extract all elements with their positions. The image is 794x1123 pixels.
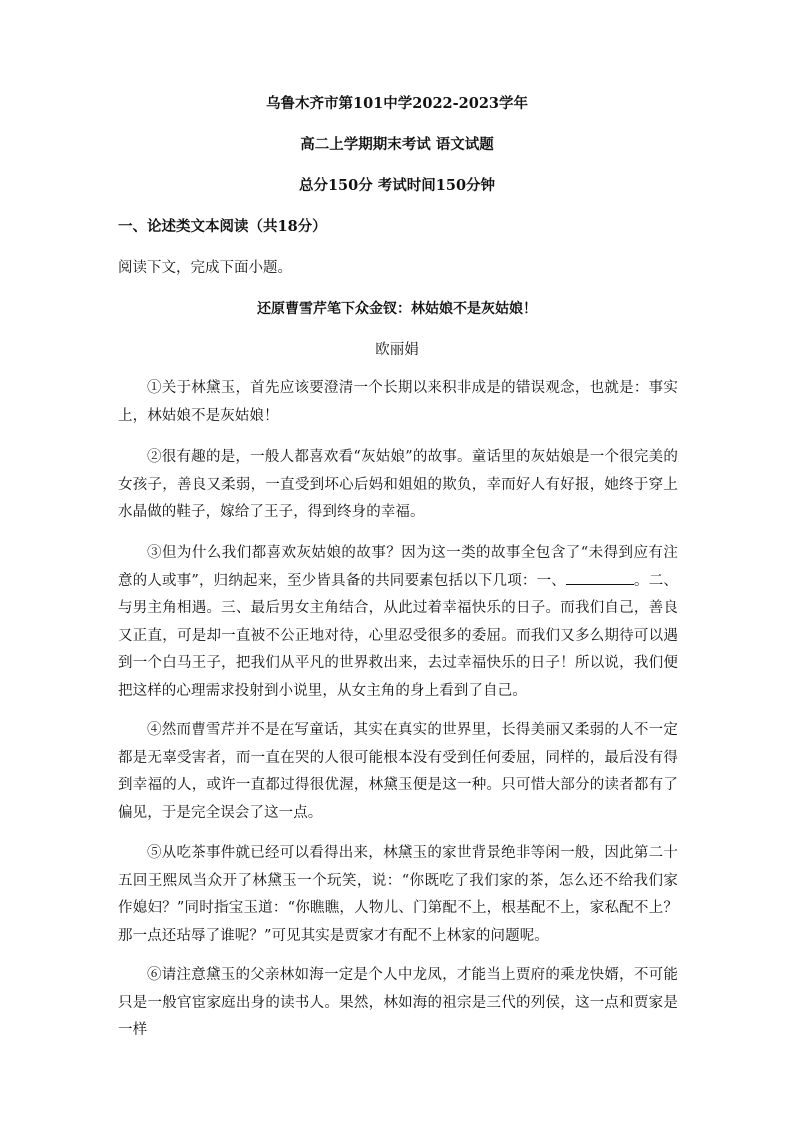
- paragraph-3-part-1: ③但为什么我们都喜欢灰姑娘的故事？因为这一类的故事全包含了“未得到应有注意的人或事”，归纳起来，至少皆具备的共同要素包括以下几项：一、: [118, 545, 678, 589]
- paragraph-2: ②很有趣的是，一般人都喜欢看“灰姑娘”的故事。童话里的灰姑娘是一个很完美的女孩子，善良又柔弱，一直受到坏心后妈和姐姐的欺负，幸而好人有好报，她终于穿上水晶做的鞋子，嫁给了王子，得到终身的幸福。: [118, 449, 678, 520]
- answer-blank: [566, 570, 634, 585]
- article-author: 欧丽娟: [375, 342, 419, 358]
- paragraph-3-part-2: 。二、与男主角相遇。三、最后男女主角结合，从此过着幸福快乐的日子。而我们自己，善良又正直，可是却一直被不公正地对待，心里忍受很多的委屈。而我们又多么期待可以遇到一个白马王子，把我们从平凡的世界救出来，去过幸福快乐的日子！所以说，我们便把这样的心理需求投射到小说里，从女主角的身上看到了自己。: [118, 572, 678, 699]
- exam-title: 高二上学期期末考试 语文试题: [300, 136, 494, 153]
- exam-info: 总分150分 考试时间150分钟: [298, 177, 496, 194]
- paragraph-4: ④然而曹雪芹并不是在写童话，其实在真实的世界里，长得美丽又柔弱的人不一定都是无辜受害者，而一直在哭的人很可能根本没有受到任何委屈，同样的，最后没有得到幸福的人，或许一直都过得很优渥，林黛玉便是这一种。只可惜大部分的读者都有了偏见，于是完全误会了这一点。: [118, 722, 678, 821]
- paragraph-1: ①关于林黛玉，首先应该要澄清一个长期以来积非成是的错误观念，也就是：事实上，林姑娘不是灰姑娘！: [118, 380, 678, 424]
- section-heading: 一、论述类文本阅读（共18分）: [118, 218, 327, 235]
- paragraph-3: [118, 540, 678, 705]
- paragraph-5: ⑤从吃茶事件就已经可以看得出来，林黛玉的家世背景绝非等闲一般，因此第二十五回王熙凤当众开了林黛玉一个玩笑，说：“你既吃了我们家的茶，怎么还不给我们家作媳妇？”同时指宝玉道：“你瞧瞧，人物儿、门第配不上，根基配不上，家私配不上？那一点还玷辱了谁呢？”可见其实是贾家才有配不上林家的问题呢。: [118, 845, 678, 944]
- article-title: 还原曹雪芹笔下众金钗：林姑娘不是灰姑娘！: [257, 301, 537, 317]
- paragraph-6: ⑥请注意黛玉的父亲林如海一定是个人中龙凤，才能当上贾府的乘龙快婿，不可能只是一般官宦家庭出身的读书人。果然，林如海的祖宗是三代的列侯，这一点和贾家是一样: [118, 967, 678, 1038]
- school-year-title: 乌鲁木齐市第101中学2022-2023学年: [266, 95, 528, 112]
- reading-instruction: 阅读下文，完成下面小题。: [118, 260, 292, 276]
